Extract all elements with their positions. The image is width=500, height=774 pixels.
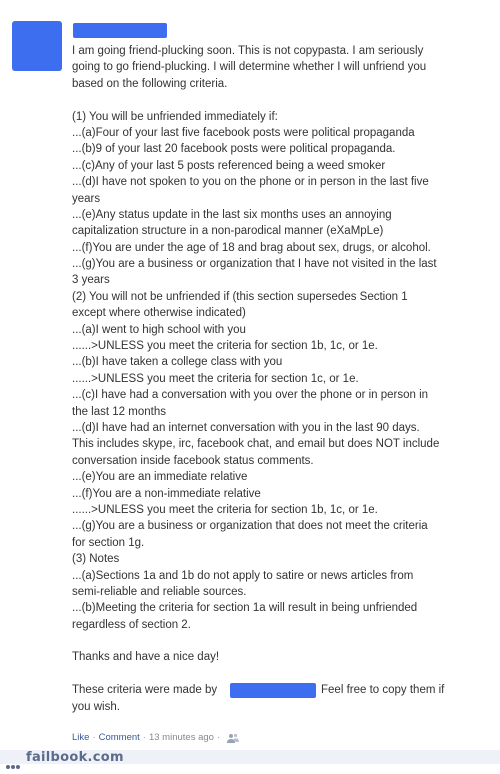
post-line: semi-reliable and reliable sources. <box>72 585 247 598</box>
credit-line <box>72 682 488 698</box>
blank-line <box>72 92 488 108</box>
footer-brand[interactable]: failbook.com <box>26 750 124 765</box>
separator: · <box>92 732 96 743</box>
author-name-redacted[interactable] <box>73 23 167 38</box>
post-line: ...(f)You are a non-immediate relative <box>72 487 261 500</box>
like-link[interactable]: Like <box>72 732 90 743</box>
post-line: ...(b)9 of your last 20 facebook posts were political propaganda. <box>72 143 396 156</box>
post-line: years <box>72 192 101 205</box>
post-line: ...(b)Meeting the criteria for section 1a will result in being unfriended <box>72 602 418 615</box>
blank-line <box>72 666 488 682</box>
post-line: I am going friend-plucking soon. This is not copypasta. I am seriously <box>72 45 424 57</box>
timestamp[interactable]: 13 minutes ago <box>148 732 214 743</box>
post-line: ...(a)Four of your last five facebook posts were political propaganda <box>72 126 415 139</box>
post-line: the last 12 months <box>72 405 166 418</box>
post-line: ...(d)I have had an internet conversation with you in the last 90 days. <box>72 421 420 434</box>
post-line: ...(g)You are a business or organization that I have not visited in the last <box>72 258 437 271</box>
post-line: ...(a)Sections 1a and 1b do not apply to satire or news articles from <box>72 569 414 582</box>
avatar[interactable] <box>12 21 62 71</box>
post-line: This includes skype, irc, facebook chat, and email but does NOT include <box>72 438 440 451</box>
post-line: ...(d)I have not spoken to you on the phone or in person in the last five <box>72 176 429 189</box>
post-line: ...(c)Any of your last 5 posts referenced being a weed smoker <box>72 159 386 172</box>
post-line: ......>UNLESS you meet the criteria for section 1b, 1c, or 1e. <box>72 340 378 353</box>
post-line: based on the following criteria. <box>72 77 228 90</box>
credit-before-text: These criteria were made by <box>72 684 218 697</box>
post-body <box>72 43 488 715</box>
post-line: ......>UNLESS you meet the criteria for section 1c, or 1e. <box>72 372 359 385</box>
post-line: except where otherwise indicated) <box>72 307 246 320</box>
post-line: regardless of section 2. <box>72 618 191 631</box>
footer-dots-icon <box>6 756 21 774</box>
credit-after-text: Feel free to copy them if <box>321 684 445 697</box>
people-icon <box>227 733 239 743</box>
post-line: ...(g)You are a business or organization that does not meet the criteria <box>72 520 428 533</box>
comment-link[interactable]: Comment <box>98 732 140 743</box>
post-line: (2) You will not be unfriended if (this section supersedes Section 1 <box>72 290 408 303</box>
blank-line <box>72 633 488 649</box>
credited-name-redacted[interactable] <box>230 683 316 698</box>
post-line: conversation inside facebook status comments. <box>72 454 314 467</box>
post-line: (1) You will be unfriended immediately if: <box>72 110 278 123</box>
post-line: ...(e)Any status update in the last six months uses an annoying <box>72 208 392 221</box>
post-line: ...(b)I have taken a college class with you <box>72 356 283 369</box>
post-line: ...(c)I have had a conversation with you over the phone or in person in <box>72 389 429 402</box>
post-line: ...(e)You are an immediate relative <box>72 471 248 484</box>
post-line: going to go friend-plucking. I will determine whether I will unfriend you <box>72 61 427 74</box>
credit-last-line: you wish. <box>72 700 120 713</box>
post-line: 3 years <box>72 274 110 287</box>
post-line: (3) Notes <box>72 553 120 566</box>
post-line: ......>UNLESS you meet the criteria for section 1b, 1c, or 1e. <box>72 503 378 516</box>
post-line: ...(f)You are under the age of 18 and brag about sex, drugs, or alcohol. <box>72 241 431 254</box>
post-actions <box>72 732 239 743</box>
post-line: capitalization structure in a non-parodical manner (eXaMpLe) <box>72 225 384 238</box>
separator: · <box>142 732 146 743</box>
post-line: for section 1g. <box>72 536 145 549</box>
post-line: ...(a)I went to high school with you <box>72 323 246 336</box>
separator: · <box>216 732 221 743</box>
post-line: Thanks and have a nice day! <box>72 651 220 664</box>
